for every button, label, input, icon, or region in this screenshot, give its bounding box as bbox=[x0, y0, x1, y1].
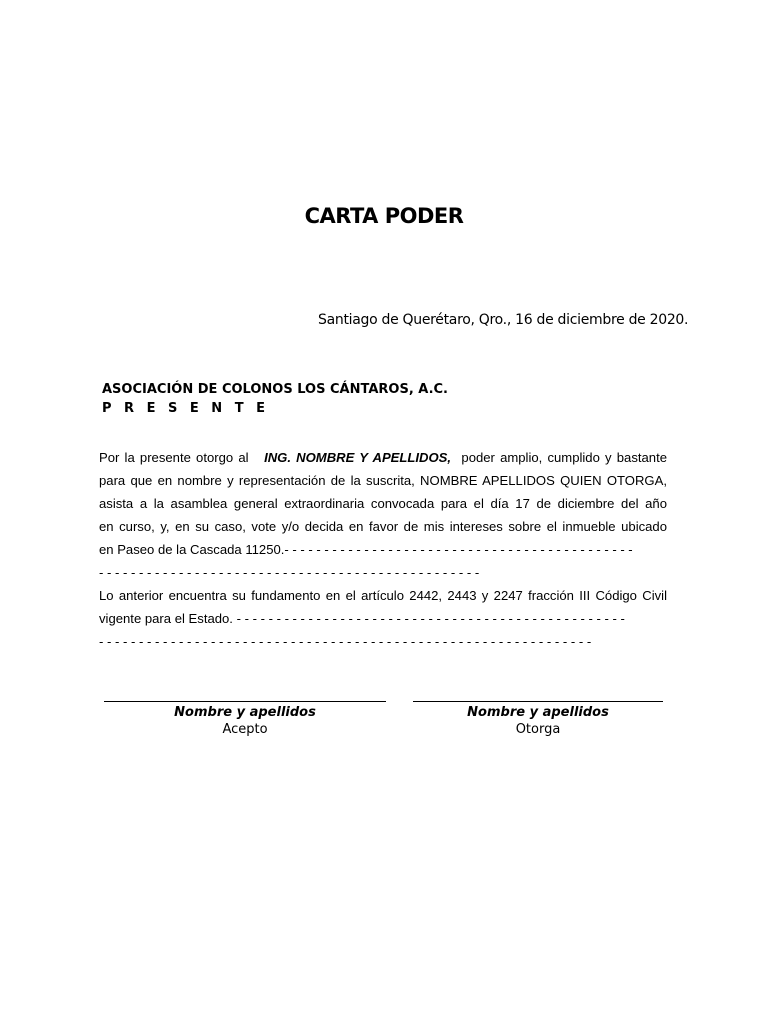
body-line-6: - - - - - - - - - - - - - - - - - - - - - - - - - - - - - - - - - - - - - - - - - - - - - - - - bbox=[99, 565, 480, 580]
signature-role: Acepto bbox=[222, 722, 268, 737]
body-line-4: en curso, y, en su caso, vote y/o decida en favor de mis intereses sobre el inmueble ubicado bbox=[99, 519, 667, 534]
addressee-presente: P R E S E N T E bbox=[102, 401, 269, 416]
body-line-1 bbox=[99, 446, 667, 469]
body-paragraph bbox=[99, 446, 667, 653]
signature-name: Nombre y apellidos bbox=[467, 705, 609, 720]
body-line-2: para que en nombre y representación de la suscrita, NOMBRE APELLIDOS QUIEN OTORGA, bbox=[99, 473, 667, 488]
signature-name: Nombre y apellidos bbox=[174, 705, 316, 720]
body-line-8: vigente para el Estado. - - - - - - - - - - - - - - - - - - - - - - - - - - - - - - - - - - - - - - - - - - - - - - - - - bbox=[99, 611, 625, 626]
addressee-block bbox=[102, 380, 448, 418]
signature-block-acepto bbox=[104, 701, 386, 739]
signature-line bbox=[104, 701, 386, 702]
body-line-7: Lo anterior encuentra su fundamento en el artículo 2442, 2443 y 2247 fracción III Código Civil bbox=[99, 588, 667, 603]
attorney-name: ING. NOMBRE Y APELLIDOS, bbox=[264, 450, 452, 465]
addressee-name: ASOCIACIÓN DE COLONOS LOS CÁNTAROS, A.C. bbox=[102, 382, 448, 397]
body-line-3: asista a la asamblea general extraordinaria convocada para el día 17 de diciembre del año bbox=[99, 496, 667, 511]
document-title: CARTA PODER bbox=[304, 204, 464, 228]
signature-block-otorga bbox=[413, 701, 663, 739]
body-line-9: - - - - - - - - - - - - - - - - - - - - - - - - - - - - - - - - - - - - - - - - - - - - - - - - - - - - - - - - - - - - - - bbox=[99, 634, 592, 649]
body-line-5: en Paseo de la Cascada 11250.- - - - - - - - - - - - - - - - - - - - - - - - - - - - - - - - - - - - - - - - - - - - bbox=[99, 542, 633, 557]
date-line: Santiago de Querétaro, Qro., 16 de diciembre de 2020. bbox=[318, 312, 689, 328]
signature-role: Otorga bbox=[515, 722, 561, 737]
signature-line bbox=[413, 701, 663, 702]
body-line-1-pre: Por la presente otorgo al bbox=[99, 450, 249, 465]
body-line-1-post: poder amplio, cumplido y bastante bbox=[461, 450, 667, 465]
